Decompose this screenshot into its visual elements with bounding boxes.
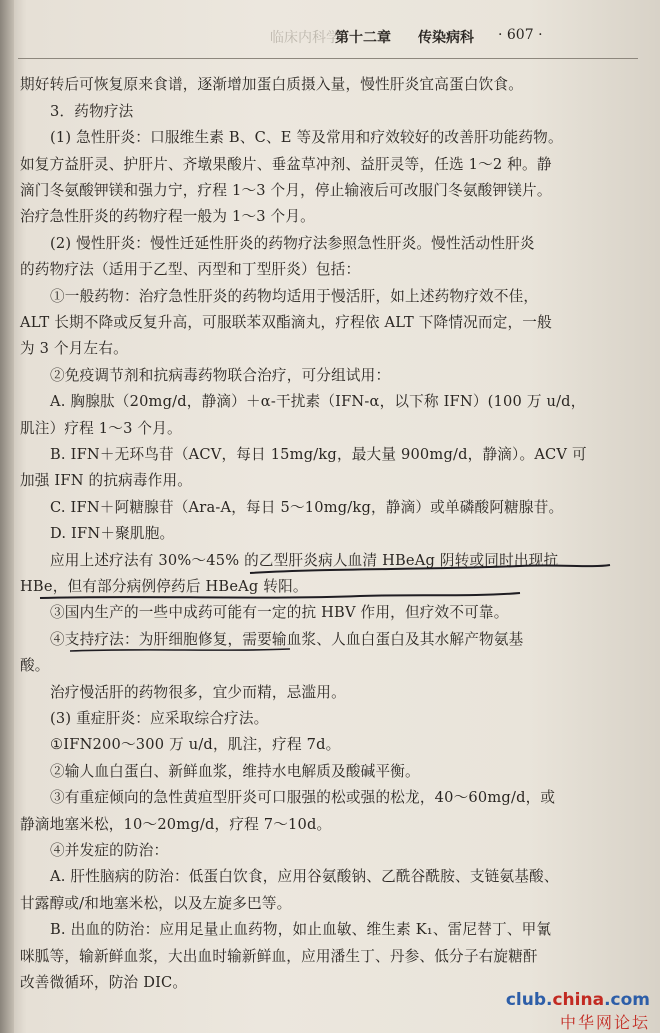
header-chapter: 第十二章 (335, 30, 391, 46)
watermark-chinese: 中华网论坛 (559, 1013, 650, 1032)
text-line: 如复方益肝灵、护肝片、齐墩果酸片、垂盆草冲剂、益肝灵等，任选 1～2 种。静 (20, 156, 552, 173)
text-line: 改善微循环，防治 DIC。 (20, 974, 188, 991)
text-line: ②免疫调节剂和抗病毒药物联合治疗，可分组试用： (50, 367, 391, 384)
text-line: ALT 长期不降或反复升高，可服联苯双酯滴丸，疗程依 ALT 下降情况而定，一般 (20, 314, 552, 331)
text-line: ④并发症的防治： (50, 842, 169, 859)
running-header (270, 27, 650, 51)
text-line: 治疗慢活肝的药物很多，宜少而精，忌滥用。 (50, 684, 346, 701)
text-line: C. IFN＋阿糖腺苷（Ara-A，每日 5～10mg/kg，静滴）或单磷酸阿糖腺苷。 (50, 499, 564, 516)
site-watermark (500, 990, 650, 1030)
text-line: 的药物疗法（适用于乙型、丙型和丁型肝炎）包括： (20, 261, 361, 278)
header-faint-text: 临床内科学 (270, 30, 340, 46)
text-line: ①一般药物：治疗急性肝炎的药物均适用于慢活肝，如上述药物疗效不佳， (50, 288, 539, 305)
text-line: 咪胍等，输新鲜血浆，大出血时输新鲜血，应用潘生丁、丹参、低分子右旋糖酐 (20, 948, 538, 965)
text-line: 为 3 个月左右。 (20, 340, 128, 357)
text-line: 静滴地塞米松，10～20mg/d，疗程 7～10d。 (20, 816, 332, 833)
text-line: HBe，但有部分病例停药后 HBeAg 转阳。 (20, 578, 308, 595)
text-line: 加强 IFN 的抗病毒作用。 (20, 472, 193, 489)
text-line: 滴门冬氨酸钾镁和强力宁，疗程 1～3 个月，停止输液后可改服门冬氨酸钾镁片。 (20, 182, 552, 199)
header-title: 传染病科 (418, 30, 474, 46)
book-spine-shadow (0, 0, 14, 1033)
text-line: B. 出血的防治：应用足量止血药物，如止血敏、维生素 K₁、雷尼替丁、甲氰 (50, 921, 552, 938)
text-line: ③有重症倾向的急性黄疸型肝炎可口服强的松或强的松龙，40～60mg/d，或 (50, 789, 556, 806)
page-number: · 607 · (498, 27, 543, 43)
text-line: 应用上述疗法有 30%～45% 的乙型肝炎病人血清 HBeAg 阴转或同时出现抗 (50, 552, 559, 569)
text-line: 3．药物疗法 (50, 103, 134, 120)
text-line: A. 胸腺肽（20mg/d，静滴）＋α-干扰素（IFN-α，以下称 IFN）(100 万 u/d， (50, 393, 586, 410)
text-line: (2) 慢性肝炎：慢性迁延性肝炎的药物疗法参照急性肝炎。慢性活动性肝炎 (50, 235, 535, 252)
text-line: 期好转后可恢复原来食谱，逐渐增加蛋白质摄入量，慢性肝炎宜高蛋白饮食。 (20, 76, 523, 93)
text-line: 肌注）疗程 1～3 个月。 (20, 420, 182, 437)
text-line: (3) 重症肝炎：应采取综合疗法。 (50, 710, 269, 727)
text-line: ④支持疗法：为肝细胞修复，需要输血浆、人血白蛋白及其水解产物氨基 (50, 631, 524, 648)
text-line: B. IFN＋无环鸟苷（ACV，每日 15mg/kg，最大量 900mg/d，静滴）。ACV 可 (50, 446, 587, 463)
text-line: (1) 急性肝炎：口服维生素 B、C、E 等及常用和疗效较好的改善肝功能药物。 (50, 129, 563, 146)
watermark-site: club.china.com (505, 990, 650, 1010)
text-line: ①IFN200～300 万 u/d，肌注，疗程 7d。 (50, 736, 341, 753)
text-line: ②输人血白蛋白、新鲜血浆，维持水电解质及酸碱平衡。 (50, 763, 420, 780)
text-line: A. 肝性脑病的防治：低蛋白饮食，应用谷氨酸钠、乙酰谷酰胺、支链氨基酸、 (50, 868, 559, 885)
text-line: D. IFN＋聚肌胞。 (50, 525, 175, 542)
text-line: ③国内生产的一些中成药可能有一定的抗 HBV 作用，但疗效不可靠。 (50, 604, 509, 621)
text-line: 酸。 (20, 657, 50, 674)
text-line: 治疗急性肝炎的药物疗程一般为 1～3 个月。 (20, 208, 315, 225)
text-line: 甘露醇或/和地塞米松，以及左旋多巴等。 (20, 895, 292, 912)
header-rule (18, 58, 638, 59)
